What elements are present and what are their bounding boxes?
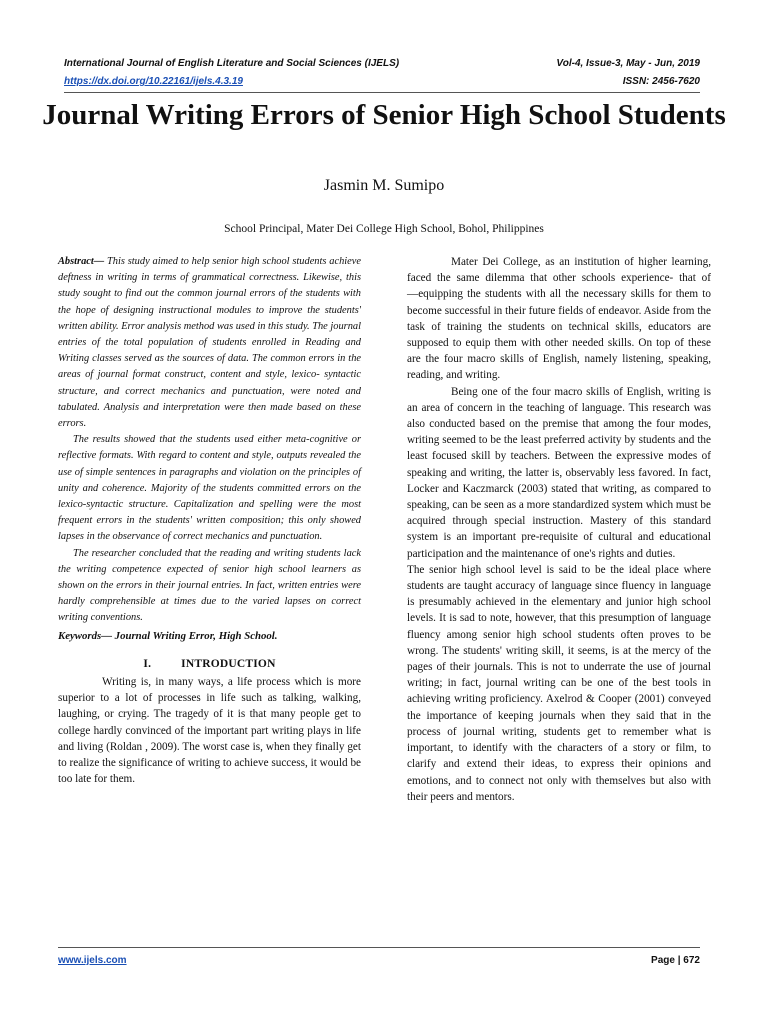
paper-title: Journal Writing Errors of Senior High School Students <box>42 99 726 131</box>
body-paragraph-2: Being one of the four macro skills of English, writing is an area of concern in the teaching of language. This research was also conducted based on the premise that among the four modes, writing seemed to be the least preferred activity by students and the least focused skill by teachers. Between the expressive modes of speaking and writing, the latter is, observably less favored. In fact, Locker and Kaczmarck (2003) stated that writing, as compared to speaking, can be seen as a more standardized system which must be acquired through special instruction. Mastery of this standard system is an important pre-requisite of cultural and educational participation and the maintenance of one's rights and duties. <box>407 385 711 560</box>
section-heading-introduction <box>58 656 361 672</box>
abstract-label: Abstract— <box>58 256 105 267</box>
abstract-text-2: The results showed that the students used either meta-cognitive or reflective formats. With regard to content and style, outputs revealed the use of simple sentences in paragraphs and violation on the principles of unity and coherence. Majority of the students committed errors on the lexico-syntactic structure. Capitalization and spelling were the most frequent errors in the students' written composition; this only showed lapses in the observance of correct mechanics and punctuation. <box>58 434 361 543</box>
header-rule <box>64 92 700 93</box>
abstract-text-3: The researcher concluded that the reading and writing students lack the writing competence expected of senior high school learners as shown on the errors in their journal entries. In fact, written entries were hardly comprehensible at times due to the varied lapses on correct writing conventions. <box>58 547 361 624</box>
abstract-text-1: This study aimed to help senior high school students achieve deftness in writing in terms of grammatical correctness. Likewise, this study sought to find out the common journal errors of the students with the hope of designing instructional modules to improve the students' written ability. Error analysis method was used in this study. The journal entries of the total population of students enrolled in Reading and Writing classes served as the sources of data. The common errors in the areas of journal format construct, content and style, lexico- syntactic structure, and correct mechanics and punctuation, were noted and tabulated. Analysis and interpretation were then made based on these errors. <box>58 256 361 430</box>
page-number: Page | 672 <box>651 955 700 966</box>
section-title: INTRODUCTION <box>181 657 276 670</box>
abstract-paragraph <box>58 254 361 432</box>
author-name: Jasmin M. Sumipo <box>323 177 445 194</box>
right-column <box>407 254 711 805</box>
body-paragraph-1: Mater Dei College, as an institution of higher learning, faced the same dilemma that other schools experience- that of ―equipping the students with all the necessary skills for them to become successful in their future fields of endeavor. Aside from the task of training the students on technical skills, educators are supposed to equip them with other needed skills. On top of these are the four macro skills of English, namely listening, speaking, reading, and writing. <box>407 256 711 382</box>
footer-rule <box>58 947 700 948</box>
keywords: Keywords— Journal Writing Error, High School. <box>58 629 278 642</box>
author-affiliation: School Principal, Mater Dei College High School, Bohol, Philippines <box>224 223 544 235</box>
doi-link[interactable]: https://dx.doi.org/10.22161/ijels.4.3.19 <box>64 76 243 87</box>
section-number: I. <box>143 657 152 670</box>
left-column <box>58 254 361 788</box>
website-link[interactable]: www.ijels.com <box>58 955 127 966</box>
body-paragraph-3: The senior high school level is said to be the ideal place where students are taught accuracy of language since fluency in language is presumably achieved in the elementary and junior high school levels. It is sad to note, however, that this presumption of language fluency among senior high school students often proves to be wrong. The students' writing skill, it seems, is at the mercy of the pages of their journals. This is not to underrate the use of journal writing; in fact, journal writing can be one of the best tools in achieving writing proficiency. Axelrod & Cooper (2001) conveyed the importance of keeping journals when they said that in the process of journal writing, students get to remember what is important, to identify with the characters of a story or film, to clarify and extend their ideas, to express their opinions and emotions, and to connect not only with themselves but also with their peers and mentors. <box>407 563 711 803</box>
intro-paragraph-1: Writing is, in many ways, a life process which is more superior to a lot of processes in life such as talking, walking, laughing, or crying. The tragedy of it is that many people get to college hardly convinced of the important part writing plays in life and living (Roldan , 2009). The worst case is, when they finally get to realize the significance of writing to achieve success, it would be too late for them. <box>58 676 361 786</box>
journal-name: International Journal of English Literature and Social Sciences (IJELS) <box>64 58 400 69</box>
issn: ISSN: 2456-7620 <box>622 76 700 87</box>
volume-issue: Vol-4, Issue-3, May - Jun, 2019 <box>556 58 700 69</box>
